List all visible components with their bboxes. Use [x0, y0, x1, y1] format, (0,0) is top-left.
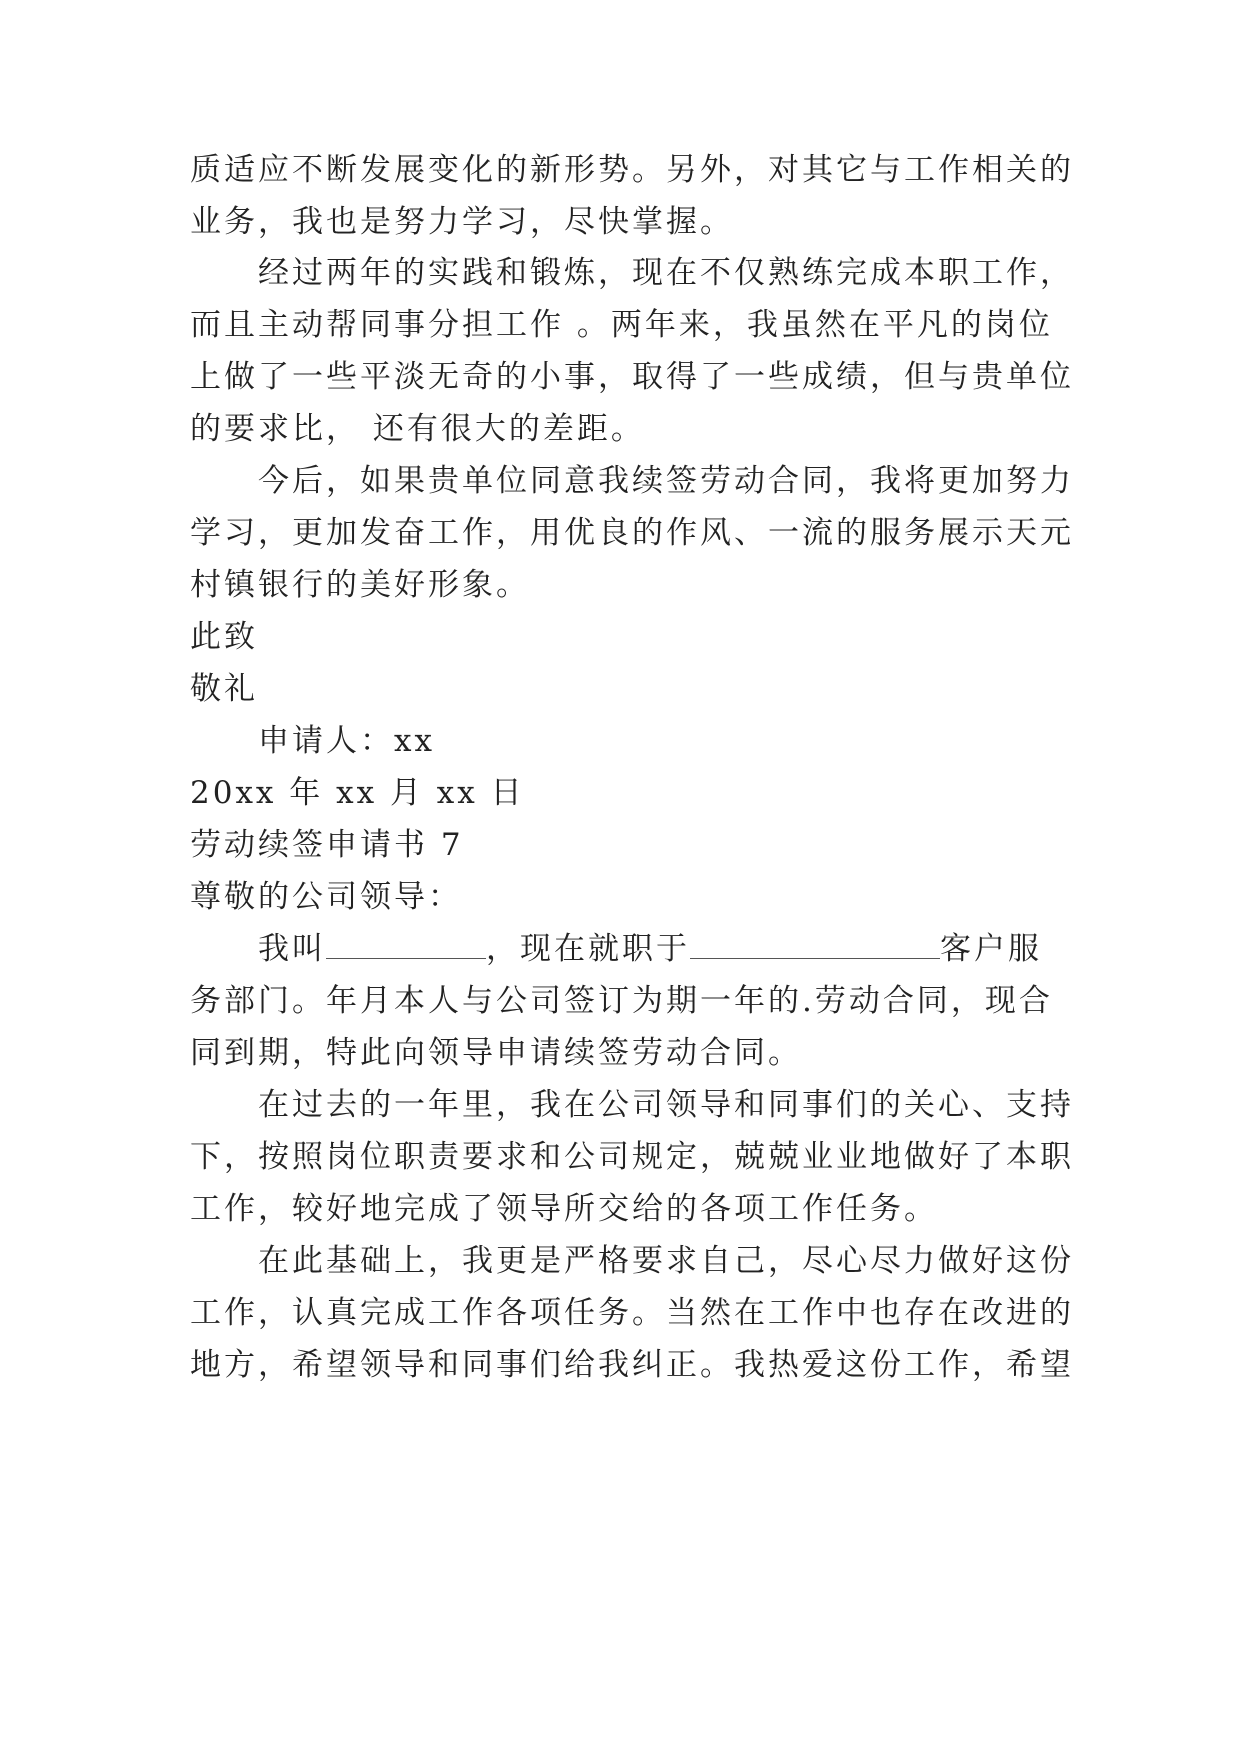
- paragraph-line: 下，按照岗位职责要求和公司规定，兢兢业业地做好了本职: [190, 1139, 1074, 1175]
- paragraph-line: 上做了一些平淡无奇的小事，取得了一些成绩，但与贵单位: [190, 359, 1074, 395]
- paragraph-line: 质适应不断发展变化的新形势。另外，对其它与工作相关的: [190, 152, 1074, 188]
- paragraph-line: 今后，如果贵单位同意我续签劳动合同，我将更加努力: [258, 463, 1074, 499]
- paragraph-line: 的要求比， 还有很大的差距。: [190, 411, 645, 447]
- salutation: 尊敬的公司领导：: [190, 879, 462, 915]
- name-blank: [326, 930, 486, 959]
- paragraph-line: 地方，希望领导和同事们给我纠正。我热爱这份工作，希望: [190, 1347, 1074, 1383]
- paragraph-line: 务部门。年月本人与公司签订为期一年的.劳动合同，现合: [190, 983, 1053, 1019]
- paragraph-line: 村镇银行的美好形象。: [190, 567, 530, 603]
- paragraph-line-with-blanks: [258, 929, 1088, 969]
- text-segment: 客户服: [940, 931, 1042, 967]
- section-title: 劳动续签申请书 7: [190, 827, 464, 863]
- paragraph-line: 在此基础上，我更是严格要求自己，尽心尽力做好这份: [258, 1243, 1074, 1279]
- paragraph-line: 学习，更加发奋工作，用优良的作风、一流的服务展示天元: [190, 515, 1074, 551]
- paragraph-line: 同到期，特此向领导申请续签劳动合同。: [190, 1035, 802, 1071]
- closing-greeting: 此致: [190, 619, 258, 655]
- applicant-line: 申请人：xx: [258, 723, 435, 759]
- paragraph-line: 而且主动帮同事分担工作 。两年来，我虽然在平凡的岗位: [190, 307, 1053, 343]
- company-blank: [690, 930, 940, 959]
- paragraph-line: 工作，认真完成工作各项任务。当然在工作中也存在改进的: [190, 1295, 1074, 1331]
- text-segment: 我叫: [258, 931, 326, 967]
- paragraph-line: 经过两年的实践和锻炼，现在不仅熟练完成本职工作，: [258, 255, 1074, 291]
- paragraph-line: 工作，较好地完成了领导所交给的各项工作任务。: [190, 1191, 938, 1227]
- closing-salute: 敬礼: [190, 671, 258, 707]
- paragraph-line: 在过去的一年里，我在公司领导和同事们的关心、支持: [258, 1087, 1074, 1123]
- text-segment: ，现在就职于: [486, 931, 690, 967]
- paragraph-line: 业务，我也是努力学习，尽快掌握。: [190, 204, 734, 240]
- date-line: 20xx 年 xx 月 xx 日: [190, 775, 525, 811]
